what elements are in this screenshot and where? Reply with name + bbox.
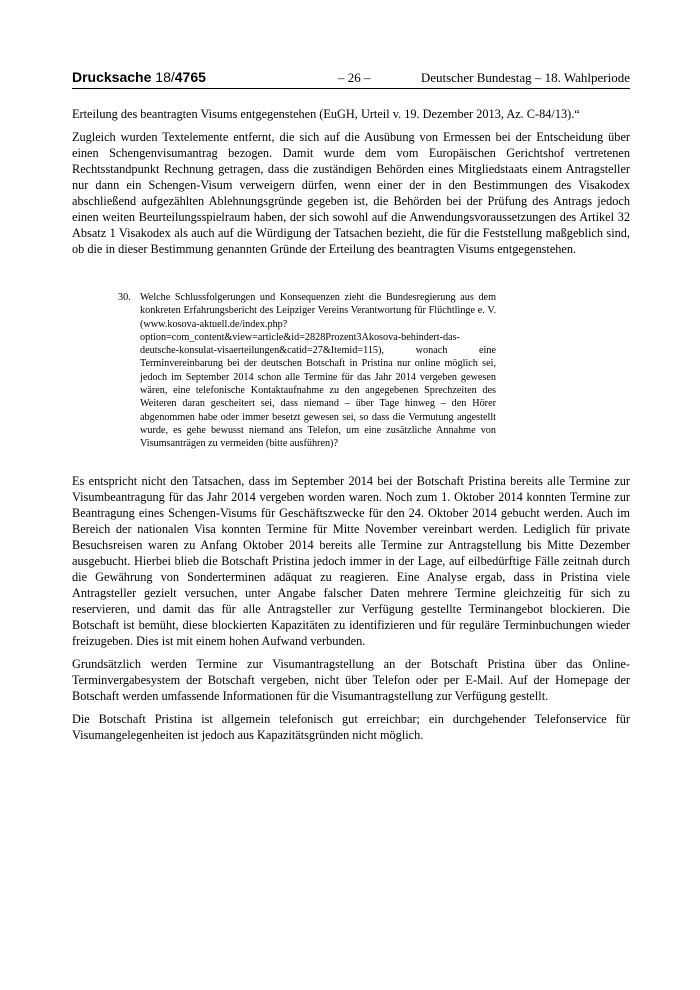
answer-paragraph: Grundsätzlich werden Termine zur Visumantragstellung an der Botschaft Pristina über das Online-Terminvergabesystem der Botschaft vergeben, nicht über Telefon oder per E-Mail. Auf der Homepage der Botschaft werden umfassende Informationen für die Visumantragstellung zur Verfügung gestellt. (72, 656, 630, 703)
question-block (118, 291, 496, 451)
page-header (72, 68, 630, 89)
document-label (72, 68, 206, 86)
question-number: 30. (118, 292, 131, 303)
paragraph: Zugleich wurden Textelemente entfernt, die sich auf die Ausübung von Ermessen bei der Entscheidung über einen Schengenvisumantrag bezogen. Damit wurde dem vom Europäischen Gerichtshof vertretenen Rechtsstandpunkt Rechnung getragen, dass die zuständigen Behörden eines Mitgliedstaats einem Antragsteller nur dann ein Schengen-Visum verweigern dürfen, wenn einer der in den Bestimmungen des Visakodex abschließend aufgezählten Ablehnungsgründe gegeben ist, die Behörden bei der Prüfung des Antrags jedoch einen weiten Beurteilungsspielraum haben, der sich sowohl auf die Anwendungsvoraussetzungen des Artikel 32 Absatz 1 Visakodex als auch auf die Würdigung der Tatsachen bezieht, die für die Feststellung maßgeblich sind, ob die in dieser Bestimmung genannten Gründe der Erteilung des beantragten Visums entgegenstehen. (72, 130, 630, 256)
paragraph-continuation: Erteilung des beantragten Visums entgegenstehen (EuGH, Urteil v. 19. Dezember 2013, Az. C-84/13).“ (72, 107, 580, 121)
page-number: – 26 – (338, 70, 371, 85)
document-page (72, 68, 630, 750)
document-label-number: 18/ (155, 69, 175, 85)
page-content (72, 106, 630, 743)
publisher-label: Deutscher Bundestag – 18. Wahlperiode (420, 70, 630, 85)
question-text: Welche Schlussfolgerungen und Konsequenzen zieht die Bundesregierung aus dem konkreten Erfahrungsbericht des Leipziger Vereins Verantwortung für Flüchtlinge e. V. (www.kosova-aktuell.de/index.​php?option=com_content&view=article&id=2828Prozent3Akosova-​behindert-das-deutsche-konsulat-visaerteilungen&catid=27&Itemid=115), wonach eine Terminvereinbarung bei der deutschen Botschaft in Pristina nur online möglich sei, jedoch im September 2014 schon alle Termine für das Jahr 2014 vergeben gewesen wären, eine telefonische Kontaktaufnahme zu den angegebenen Sprechzeiten des Weiteren daran gescheitert sei, dass niemand – über Tage hinweg – den Hörer abgenommen habe oder immer besetzt gewesen sei, so dass die Vermutung angestellt wurde, es gehe bewusst niemand ans Telefon, um eine zusätzliche Annahme von Visumsanträgen zu vermeiden (bitte ausführen)? (140, 292, 496, 450)
document-label-prefix: Drucksache (72, 69, 152, 85)
document-number: 4765 (174, 69, 206, 85)
answer-paragraph: Die Botschaft Pristina ist allgemein telefonisch gut erreichbar; ein durchgehender Telefonservice für Visumangelegenheiten ist jedoch aus Kapazitätsgründen nicht möglich. (72, 711, 630, 742)
answer-paragraph: Es entspricht nicht den Tatsachen, dass im September 2014 bei der Botschaft Pristina bereits alle Termine zur Visumbeantragung für das Jahr 2014 vergeben worden waren. Noch zum 1. Oktober 2014 konnten Termine zur Beantragung eines Schengen-Visums für Geschäftszwecke für den 24. Oktober 2014 gebucht werden. Auch im Bereich der nationalen Visa konnten Termine für Mitte November vereinbart werden. Lediglich für private Besuchsreisen waren zu Anfang Oktober 2014 bereits alle Termine zur Antragstellung bis Mitte Dezember ausgebucht. Hierbei blieb die Botschaft Pristina jedoch immer in der Lage, auf eilbedürftige Fälle zeitnah durch die Gewährung von Sonderterminen adäquat zu reagieren. Eine Analyse ergab, dass in Pristina viele Antragsteller gezielt versuchen, unter Angabe falscher Daten mehrere Termine gleichzeitig für sich zu reservieren, und damit das für alle Antragsteller zur Verfügung gestellte Terminangebot blockieren. Die Botschaft ist bemüht, diese blockierten Kapazitäten zu identifizieren und für reguläre Terminbuchungen wieder freizugeben. Dies ist mit einem hohen Aufwand verbunden. (72, 473, 630, 648)
